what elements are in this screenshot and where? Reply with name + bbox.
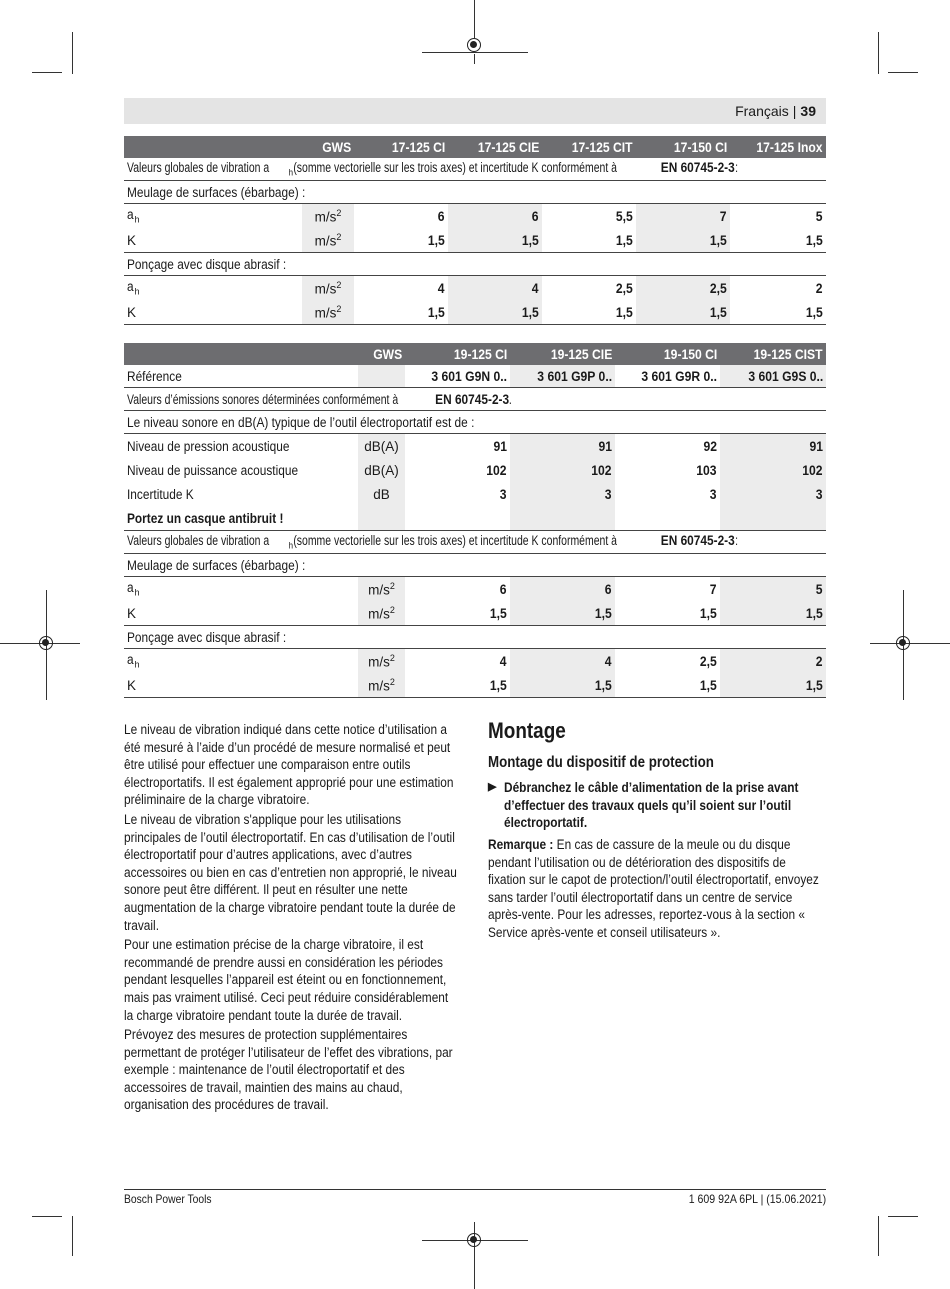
- table-cell: 4: [438, 280, 445, 296]
- column-header: 19-125 CIE: [510, 343, 615, 365]
- table-cell: 3: [510, 482, 615, 506]
- table-cell: 1,5: [615, 673, 720, 698]
- table-cell: 102: [720, 458, 826, 482]
- table-row: [124, 204, 826, 229]
- table-cell: 91: [510, 434, 615, 459]
- table-cell: 102: [510, 458, 615, 482]
- table-cell: 3: [720, 482, 826, 506]
- table-cell: 103: [696, 462, 717, 478]
- vibration-note: Valeurs globales de vibration a $_h$(somme vectorielle sur les trois axes) et incertitude K conformément à EN 60745-2-3:: [124, 158, 826, 181]
- table-cell: 1,5: [720, 601, 826, 626]
- row-unit: dB: [358, 482, 405, 506]
- grinding-label: Meulage de surfaces (ébarbage) :: [124, 181, 826, 204]
- table-cell: 1,5: [428, 232, 445, 248]
- table-cell: 102: [486, 462, 507, 478]
- table-cell: 3 601 G9N 0..: [405, 365, 510, 388]
- table-cell: 1,5: [448, 228, 542, 253]
- table-cell: 1,5: [510, 601, 615, 626]
- column-header: 19-150 CI: [615, 343, 720, 365]
- vibration-note: Valeurs globales de vibration a $_h$(somme vectorielle sur les trois axes) et incertitude K conformément à EN 60745-2-3:: [124, 531, 826, 554]
- table-cell: 5: [816, 208, 823, 224]
- column-header: 19-125 CIST: [720, 343, 826, 365]
- table-cell: 91: [720, 434, 826, 459]
- noise-level-note: Le niveau sonore en dB(A) typique de l’outil électroportatif est de :: [124, 411, 826, 434]
- table-cell: 2,5: [700, 653, 717, 669]
- table-note-row: [124, 388, 826, 411]
- bullet-arrow-icon: ▶: [488, 781, 497, 794]
- table-cell: 5,5: [616, 208, 633, 224]
- table-cell: 3: [710, 486, 717, 502]
- vibration-table-17: [124, 136, 826, 325]
- row-label: K: [124, 673, 358, 698]
- table-cell: 91: [493, 438, 507, 454]
- column-header: 17-125 Inox: [730, 136, 826, 158]
- paragraph: Le niveau de vibration s'applique pour les utilisations principales de l’outil électroportatif. En cas d’utilisation de l’outil électroportatif pour d’autres applications, avec d’autres accessoires ou bien en cas d’entretien non approprié, le niveau sonore peut être différent. Il peut en résulter une nette augmentation de la charge vibratoire pendant toute la durée de travail.: [124, 811, 457, 933]
- paragraph: Prévoyez des mesures de protection supplémentaires permettant de protéger l’utilisateur de l’effet des vibrations, par exemple : maintenance de l’outil électroportatif et des accessoires de travail, maintien des mains au chaud, organisation des procédures de travail.: [124, 1027, 453, 1113]
- row-label: $a_h$: [127, 580, 140, 598]
- table-cell: 5: [720, 577, 826, 602]
- column-header: GWS: [302, 136, 354, 158]
- footer-left: Bosch Power Tools: [124, 1192, 212, 1206]
- table-cell: 1,5: [405, 673, 510, 698]
- table-section-row: [124, 253, 826, 276]
- row-label: K: [127, 605, 137, 621]
- table-section-row: [124, 181, 826, 204]
- table-row: [124, 458, 826, 482]
- table-row: [124, 601, 826, 626]
- footer-rule: [124, 1189, 826, 1190]
- reference-row: [124, 365, 826, 388]
- row-unit: dB(A): [358, 434, 405, 459]
- table-cell: 4: [448, 276, 542, 301]
- table-row: [124, 434, 826, 459]
- row-label: Niveau de puissance acoustique: [127, 462, 299, 478]
- table-cell: 4: [500, 653, 507, 669]
- warning-bullet: [488, 779, 826, 832]
- row-label: $a_h$: [127, 279, 140, 297]
- column-header: 19-125 CI: [405, 343, 510, 365]
- remark-text: En cas de cassure de la meule ou du disque pendant l’utilisation ou de détérioration des dispositifs de fixation sur le capot de protection/l’outil électroportatif, envoyez sans tarder l’outil électroportatif dans un centre de service après-vente. Pour les adresses, reportez-vous à la section « Service après-vente et conseil utilisateurs ».: [488, 836, 819, 940]
- table-cell: 6: [500, 581, 507, 597]
- table-cell: 1,5: [354, 300, 448, 325]
- sanding-label: Ponçage avec disque abrasif :: [124, 626, 826, 649]
- table-cell: 2: [816, 280, 823, 296]
- table-row: [124, 506, 826, 531]
- column-header: 17-125 CI: [354, 136, 448, 158]
- row-unit: $m/s^2$: [358, 601, 405, 626]
- table-section-row: [124, 626, 826, 649]
- table-cell: 1,5: [542, 300, 636, 325]
- table-row: [124, 649, 826, 674]
- table-cell: 92: [703, 438, 717, 454]
- table-row: [124, 300, 826, 325]
- table-row: [124, 276, 826, 301]
- row-unit: dB(A): [358, 458, 405, 482]
- column-header: 17-125 CIT: [542, 136, 636, 158]
- section-heading: Montage: [488, 718, 566, 743]
- row-unit: $m/s^2$: [358, 673, 405, 698]
- table-cell: 3: [500, 486, 507, 502]
- paragraph: Le niveau de vibration indiqué dans cette notice d’utilisation a été mesuré à l’aide d’un procédé de mesure normalisé et peut être utilisé pour effectuer une comparaison entre outils électroportatifs. Il est également approprié pour une estimation préliminaire de la charge vibratoire.: [124, 722, 454, 808]
- row-label: Incertitude K: [127, 486, 194, 502]
- left-text-column: [124, 721, 460, 1116]
- table-cell: 6: [438, 208, 445, 224]
- table-row: [124, 228, 826, 253]
- table-row: [124, 482, 826, 506]
- table-cell: 1,5: [616, 232, 633, 248]
- row-label: $a_h$: [127, 207, 140, 225]
- noise-note: Valeurs d’émissions sonores déterminées conformément à EN 60745-2-3.: [124, 388, 826, 411]
- table-note-row: [124, 158, 826, 181]
- table-cell: 4: [510, 649, 615, 674]
- table-cell: 6: [448, 204, 542, 229]
- table-header-row: [124, 136, 826, 158]
- table-row: [124, 673, 826, 698]
- ear-protection-warning: Portez un casque antibruit !: [127, 510, 284, 526]
- table-cell: 1,5: [510, 673, 615, 698]
- row-unit: $m/s^2$: [302, 228, 354, 253]
- warning-text: Débranchez le câble d’alimentation de la prise avant d’effectuer des travaux quels qu’il soient sur l’outil électroportatif.: [504, 780, 799, 831]
- row-label: K: [127, 232, 137, 248]
- footer-right: 1 609 92A 6PL | (15.06.2021): [688, 1192, 826, 1206]
- table-cell: 1,5: [636, 228, 730, 253]
- sanding-label: Ponçage avec disque abrasif :: [124, 253, 826, 276]
- table-note-row: [124, 531, 826, 554]
- table-cell: 1,5: [448, 300, 542, 325]
- table-note-row: [124, 411, 826, 434]
- paragraph: Pour une estimation précise de la charge vibratoire, il est recommandé de prendre aussi en considération les périodes pendant lesquelles l’appareil est éteint ou en fonctionnement, mais pas vraiment utilisé. Ceci peut réduire considérablement la charge vibratoire pendant toute la durée de travail.: [124, 937, 449, 1023]
- row-label: Référence: [124, 365, 358, 388]
- table-cell: 1,5: [700, 605, 717, 621]
- page-header-label: Français | 39: [735, 103, 816, 119]
- row-unit: $m/s^2$: [302, 204, 354, 229]
- remark-paragraph: [488, 836, 826, 942]
- subsection-heading: Montage du dispositif de protection: [488, 753, 714, 771]
- page-header: [124, 98, 826, 124]
- row-unit: [358, 365, 405, 388]
- page-number: 39: [800, 103, 816, 119]
- row-label: K: [124, 300, 302, 325]
- right-text-column: [488, 718, 826, 944]
- row-label: $a_h$: [127, 652, 140, 670]
- table-cell: 2: [720, 649, 826, 674]
- table-cell: 7: [636, 204, 730, 229]
- emission-table-19: [124, 343, 826, 698]
- row-unit: $m/s^2$: [358, 649, 405, 674]
- table-cell: 3 601 G9R 0..: [615, 365, 720, 388]
- row-unit: $m/s^2$: [358, 577, 405, 602]
- table-cell: 1,5: [490, 605, 507, 621]
- column-header: 17-125 CIE: [448, 136, 542, 158]
- row-unit: $m/s^2$: [302, 300, 354, 325]
- table-header-row: [124, 343, 826, 365]
- table-cell: 2,5: [636, 276, 730, 301]
- row-label: Niveau de pression acoustique: [127, 438, 290, 454]
- table-row: [124, 577, 826, 602]
- table-cell: 3 601 G9P 0..: [510, 365, 615, 388]
- row-unit: $m/s^2$: [302, 276, 354, 301]
- table-cell: 3 601 G9S 0..: [720, 365, 826, 388]
- table-section-row: [124, 554, 826, 577]
- column-header: GWS: [358, 343, 405, 365]
- table-cell: 1,5: [720, 673, 826, 698]
- table-cell: 6: [510, 577, 615, 602]
- table-cell: 1,5: [806, 232, 823, 248]
- header-language: Français: [735, 103, 789, 119]
- table-cell: 2,5: [616, 280, 633, 296]
- table-cell: 1,5: [636, 300, 730, 325]
- grinding-label: Meulage de surfaces (ébarbage) :: [124, 554, 826, 577]
- column-header: 17-150 CI: [636, 136, 730, 158]
- table-cell: 7: [710, 581, 717, 597]
- remark-label: Remarque :: [488, 836, 554, 852]
- table-cell: 1,5: [730, 300, 826, 325]
